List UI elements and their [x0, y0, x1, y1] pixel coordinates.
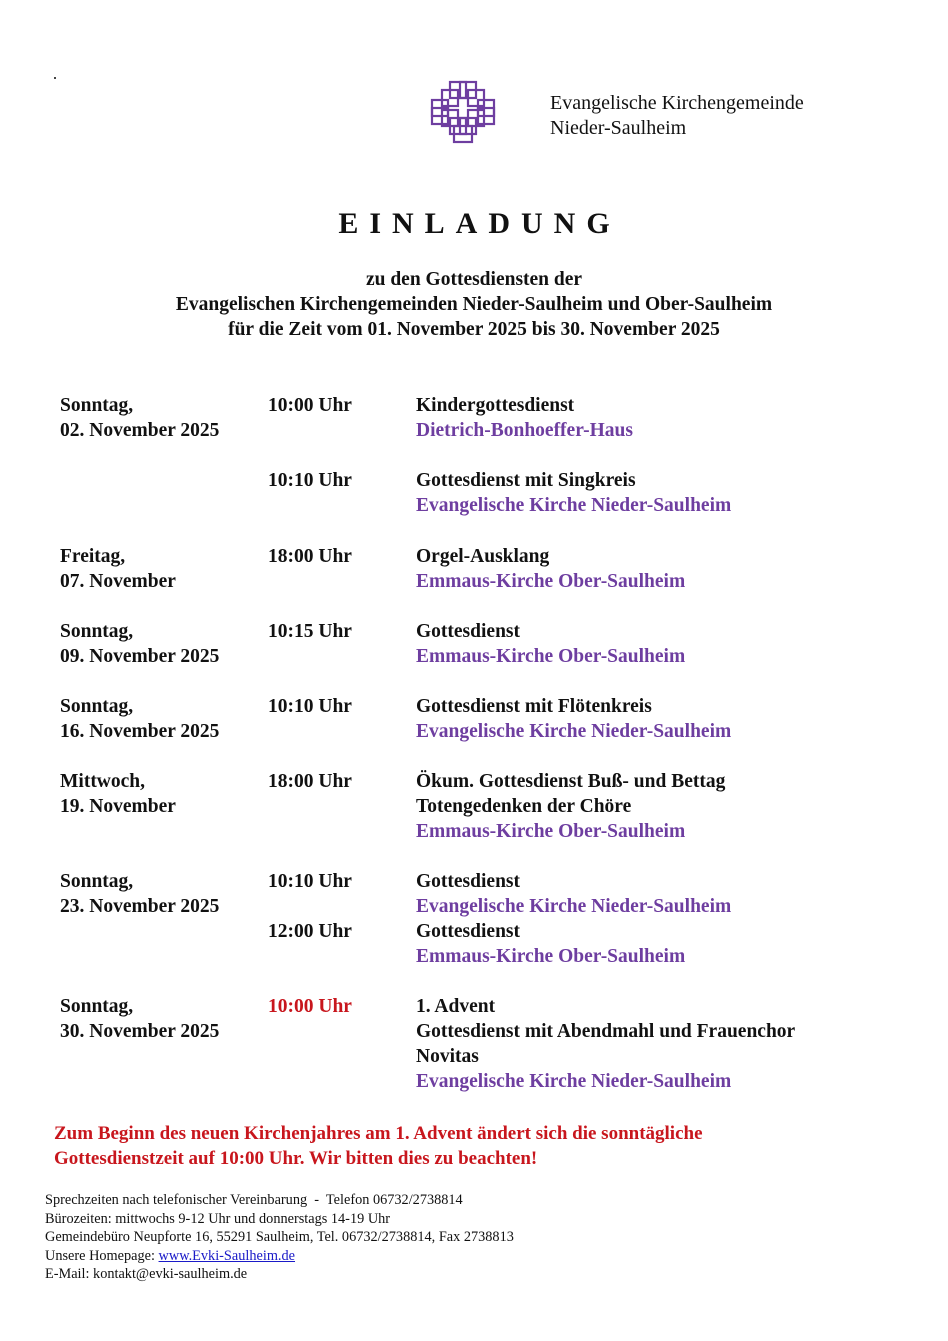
homepage-link[interactable]: www.Evki-Saulheim.de — [158, 1247, 296, 1264]
footer-office-hours-phone: Sprechzeiten nach telefonischer Vereinbarung - Telefon 06732/2738814 — [45, 1192, 463, 1208]
entry-service: Gottesdienst — [416, 921, 520, 942]
page-title: EINLADUNG — [338, 207, 621, 240]
entry-description — [416, 919, 916, 969]
entry-service: Ökum. Gottesdienst Buß- und Bettag — [416, 771, 726, 792]
entry-time: 10:10 Uhr — [268, 696, 352, 717]
entry-location: Emmaus-Kirche Ober-Saulheim — [416, 571, 686, 592]
entry-date-value: 16. November 2025 — [60, 721, 220, 742]
note-line2: Gottesdienstzeit auf 10:00 Uhr. Wir bitten dies zu beachten! — [54, 1148, 538, 1169]
entry-description — [416, 468, 916, 518]
entry-service: Gottesdienst mit Singkreis — [416, 470, 636, 491]
entry-description — [416, 994, 916, 1094]
entry-location: Evangelische Kirche Nieder-Saulheim — [416, 896, 732, 917]
org-name-line1: Evangelische Kirchengemeinde — [550, 92, 804, 114]
entry-day: Sonntag, — [60, 996, 134, 1017]
entry-location: Emmaus-Kirche Ober-Saulheim — [416, 821, 686, 842]
important-note — [54, 1121, 894, 1171]
entry-day: Mittwoch, — [60, 771, 146, 792]
entry-service: Gottesdienst mit Flötenkreis — [416, 696, 652, 717]
entry-description — [416, 869, 916, 919]
entry-date — [60, 544, 260, 594]
entry-description — [416, 694, 916, 744]
entry-time: 12:00 Uhr — [268, 921, 352, 942]
entry-day: Sonntag, — [60, 395, 134, 416]
entry-service-detail: Gottesdienst mit Abendmahl und Frauenchor — [416, 1021, 796, 1042]
entry-date-value: 09. November 2025 — [60, 646, 220, 667]
stray-dot — [54, 77, 56, 79]
entry-time: 10:10 Uhr — [268, 470, 352, 491]
org-name-line2: Nieder-Saulheim — [550, 117, 687, 139]
entry-time: 10:15 Uhr — [268, 621, 352, 642]
entry-service-detail: Novitas — [416, 1046, 479, 1067]
entry-date — [60, 694, 260, 744]
entry-description — [416, 393, 916, 443]
entry-service: Kindergottesdienst — [416, 395, 575, 416]
footer-address: Gemeindebüro Neupforte 16, 55291 Saulheim, Tel. 06732/2738814, Fax 2738813 — [45, 1229, 514, 1246]
entry-service: Orgel-Ausklang — [416, 546, 550, 567]
entry-time: 10:10 Uhr — [268, 871, 352, 892]
entry-date — [60, 769, 260, 819]
entry-time: 10:00 Uhr — [268, 395, 352, 416]
entry-location: Dietrich-Bonhoeffer-Haus — [416, 420, 633, 441]
footer-office-times: Bürozeiten: mittwochs 9-12 Uhr und donnerstags 14-19 Uhr — [45, 1210, 391, 1227]
footer-homepage — [45, 1247, 514, 1266]
entry-date-value: 30. November 2025 — [60, 1021, 220, 1042]
entry-service: Gottesdienst — [416, 621, 520, 642]
footer-contact — [45, 1191, 514, 1284]
subtitle — [0, 267, 948, 342]
entry-date-value: 07. November — [60, 571, 176, 592]
entry-date-value: 19. November — [60, 796, 176, 817]
entry-date-value: 23. November 2025 — [60, 896, 220, 917]
subtitle-line3: für die Zeit vom 01. November 2025 bis 30. November 2025 — [228, 319, 720, 340]
entry-date-value: 02. November 2025 — [60, 420, 220, 441]
entry-date — [60, 869, 260, 919]
church-logo-icon — [428, 80, 498, 144]
note-line1: Zum Beginn des neuen Kirchenjahres am 1. Advent ändert sich die sonntägliche — [54, 1123, 703, 1144]
entry-day: Sonntag, — [60, 696, 134, 717]
entry-description — [416, 619, 916, 669]
subtitle-line2: Evangelischen Kirchengemeinden Nieder-Saulheim und Ober-Saulheim — [175, 294, 773, 315]
entry-location: Emmaus-Kirche Ober-Saulheim — [416, 946, 686, 967]
homepage-label: Unsere Homepage: — [45, 1247, 159, 1264]
entry-location: Evangelische Kirche Nieder-Saulheim — [416, 721, 732, 742]
entry-time: 18:00 Uhr — [268, 771, 352, 792]
subtitle-line1: zu den Gottesdiensten der — [365, 269, 583, 290]
entry-description — [416, 544, 916, 594]
entry-date — [60, 393, 260, 443]
entry-day: Freitag, — [60, 546, 126, 567]
entry-location: Evangelische Kirche Nieder-Saulheim — [416, 1071, 732, 1092]
entry-date — [60, 619, 260, 669]
entry-day: Sonntag, — [60, 621, 134, 642]
entry-time-highlighted: 10:00 Uhr — [268, 996, 352, 1017]
entry-date — [60, 994, 260, 1044]
entry-service: Gottesdienst — [416, 871, 520, 892]
entry-location: Emmaus-Kirche Ober-Saulheim — [416, 646, 686, 667]
entry-day: Sonntag, — [60, 871, 134, 892]
org-name — [550, 91, 804, 141]
entry-service-detail: Totengedenken der Chöre — [416, 796, 632, 817]
entry-description — [416, 769, 916, 844]
entry-service: 1. Advent — [416, 996, 496, 1017]
footer-email: E-Mail: kontakt@evki-saulheim.de — [45, 1266, 248, 1283]
entry-location: Evangelische Kirche Nieder-Saulheim — [416, 495, 732, 516]
entry-time: 18:00 Uhr — [268, 546, 352, 567]
